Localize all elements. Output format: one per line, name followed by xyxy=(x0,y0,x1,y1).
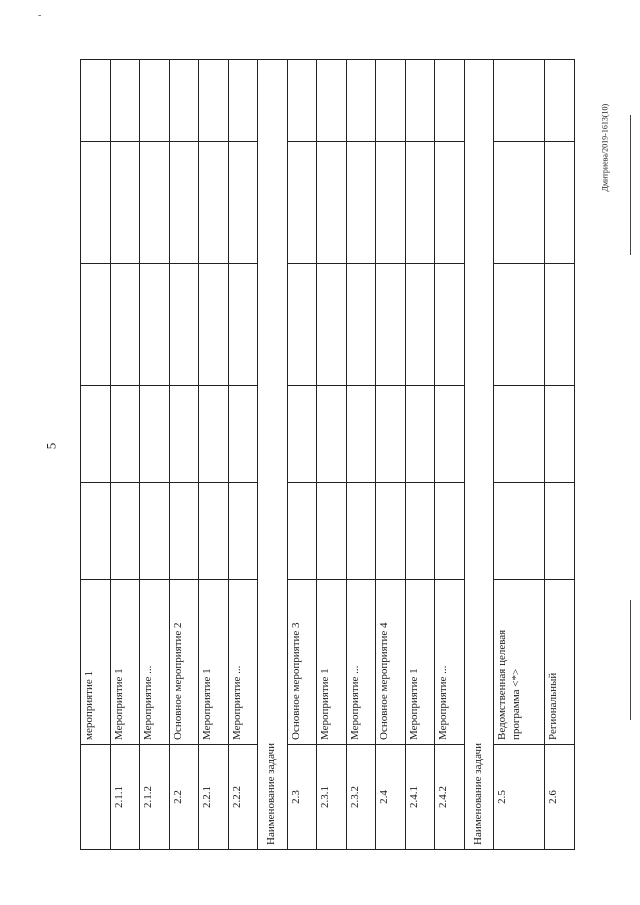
empty-cell xyxy=(287,60,317,142)
empty-cell xyxy=(110,483,140,580)
empty-cell xyxy=(376,483,406,580)
row-name: Мероприятие ... xyxy=(140,580,170,745)
empty-cell xyxy=(435,264,465,386)
empty-cell xyxy=(81,60,111,142)
row-number: 2.3 xyxy=(287,745,317,850)
table-row xyxy=(228,60,258,850)
empty-cell xyxy=(346,386,376,483)
empty-cell xyxy=(110,60,140,142)
row-number: 2.4 xyxy=(376,745,406,850)
row-number: 2.6 xyxy=(545,745,575,850)
empty-cell xyxy=(376,142,406,264)
empty-cell xyxy=(228,483,258,580)
row-number: 2.1.1 xyxy=(110,745,140,850)
table-row xyxy=(81,60,111,850)
page-number: 5 xyxy=(43,442,59,450)
row-name: Мероприятие ... xyxy=(346,580,376,745)
table-body xyxy=(81,60,575,850)
scan-edge-line xyxy=(630,115,631,255)
empty-cell xyxy=(199,386,229,483)
row-name: Основное мероприятие 4 xyxy=(376,580,406,745)
empty-cell xyxy=(81,264,111,386)
empty-cell xyxy=(545,60,575,142)
table-row xyxy=(494,60,545,850)
empty-cell xyxy=(494,264,545,386)
empty-cell xyxy=(494,483,545,580)
row-number xyxy=(81,745,111,850)
empty-cell xyxy=(346,264,376,386)
row-name: Основное мероприятие 3 xyxy=(287,580,317,745)
empty-cell xyxy=(435,386,465,483)
empty-cell xyxy=(169,142,199,264)
empty-cell xyxy=(287,142,317,264)
empty-cell xyxy=(435,60,465,142)
row-name: мероприятие 1 xyxy=(81,580,111,745)
row-number: 2.4.1 xyxy=(405,745,435,850)
empty-cell xyxy=(140,483,170,580)
row-name: Мероприятие 1 xyxy=(317,580,347,745)
row-number: 2.2 xyxy=(169,745,199,850)
row-number: 2.2.1 xyxy=(199,745,229,850)
empty-cell xyxy=(199,60,229,142)
empty-cell xyxy=(494,386,545,483)
empty-cell xyxy=(287,386,317,483)
scan-edge-line xyxy=(630,600,631,720)
empty-cell xyxy=(545,264,575,386)
empty-cell xyxy=(199,483,229,580)
empty-cell xyxy=(346,142,376,264)
empty-cell xyxy=(317,386,347,483)
empty-cell xyxy=(317,142,347,264)
row-number: 2.2.2 xyxy=(228,745,258,850)
empty-cell xyxy=(169,264,199,386)
empty-cell xyxy=(81,483,111,580)
empty-cell xyxy=(346,60,376,142)
empty-cell xyxy=(435,483,465,580)
empty-cell xyxy=(405,264,435,386)
program-table-rotated xyxy=(80,60,575,850)
table-row xyxy=(405,60,435,850)
table-row xyxy=(287,60,317,850)
empty-cell xyxy=(545,142,575,264)
empty-cell xyxy=(140,386,170,483)
row-name: Ведомственная целевая программа <*> xyxy=(494,580,545,745)
empty-cell xyxy=(110,386,140,483)
document-code: Дмитриева/2019-1613(10) xyxy=(600,103,610,192)
row-name: Мероприятие 1 xyxy=(405,580,435,745)
empty-cell xyxy=(405,60,435,142)
empty-cell xyxy=(494,142,545,264)
empty-cell xyxy=(169,483,199,580)
section-title: Наименование задачи xyxy=(258,60,288,850)
empty-cell xyxy=(376,60,406,142)
row-name: Мероприятие 1 xyxy=(110,580,140,745)
empty-cell xyxy=(405,142,435,264)
empty-cell xyxy=(376,386,406,483)
row-name: Региональный xyxy=(545,580,575,745)
table-row xyxy=(346,60,376,850)
empty-cell xyxy=(81,386,111,483)
empty-cell xyxy=(228,60,258,142)
empty-cell xyxy=(287,264,317,386)
empty-cell xyxy=(435,142,465,264)
table-row xyxy=(199,60,229,850)
row-name: Мероприятие ... xyxy=(228,580,258,745)
row-name: Основное мероприятие 2 xyxy=(169,580,199,745)
table-row xyxy=(110,60,140,850)
row-number: 2.4.2 xyxy=(435,745,465,850)
empty-cell xyxy=(287,483,317,580)
empty-cell xyxy=(545,386,575,483)
table-row xyxy=(317,60,347,850)
row-number: 2.3.1 xyxy=(317,745,347,850)
table-row xyxy=(140,60,170,850)
empty-cell xyxy=(405,386,435,483)
empty-cell xyxy=(317,60,347,142)
scan-mark: - xyxy=(38,10,42,21)
row-name: Мероприятие ... xyxy=(435,580,465,745)
empty-cell xyxy=(110,142,140,264)
row-number: 2.5 xyxy=(494,745,545,850)
row-number: 2.3.2 xyxy=(346,745,376,850)
empty-cell xyxy=(199,264,229,386)
empty-cell xyxy=(81,142,111,264)
empty-cell xyxy=(494,60,545,142)
section-row xyxy=(464,60,494,850)
table-row xyxy=(169,60,199,850)
section-row xyxy=(258,60,288,850)
empty-cell xyxy=(140,264,170,386)
empty-cell xyxy=(110,264,140,386)
empty-cell xyxy=(169,60,199,142)
empty-cell xyxy=(169,386,199,483)
empty-cell xyxy=(140,142,170,264)
table-row xyxy=(545,60,575,850)
empty-cell xyxy=(317,264,347,386)
empty-cell xyxy=(346,483,376,580)
row-number: 2.1.2 xyxy=(140,745,170,850)
empty-cell xyxy=(376,264,406,386)
table-row xyxy=(376,60,406,850)
empty-cell xyxy=(545,483,575,580)
program-table xyxy=(80,59,575,850)
empty-cell xyxy=(317,483,347,580)
empty-cell xyxy=(405,483,435,580)
row-name: Мероприятие 1 xyxy=(199,580,229,745)
empty-cell xyxy=(140,60,170,142)
empty-cell xyxy=(228,264,258,386)
empty-cell xyxy=(228,386,258,483)
empty-cell xyxy=(199,142,229,264)
section-title: Наименование задачи xyxy=(464,60,494,850)
table-row xyxy=(435,60,465,850)
empty-cell xyxy=(228,142,258,264)
